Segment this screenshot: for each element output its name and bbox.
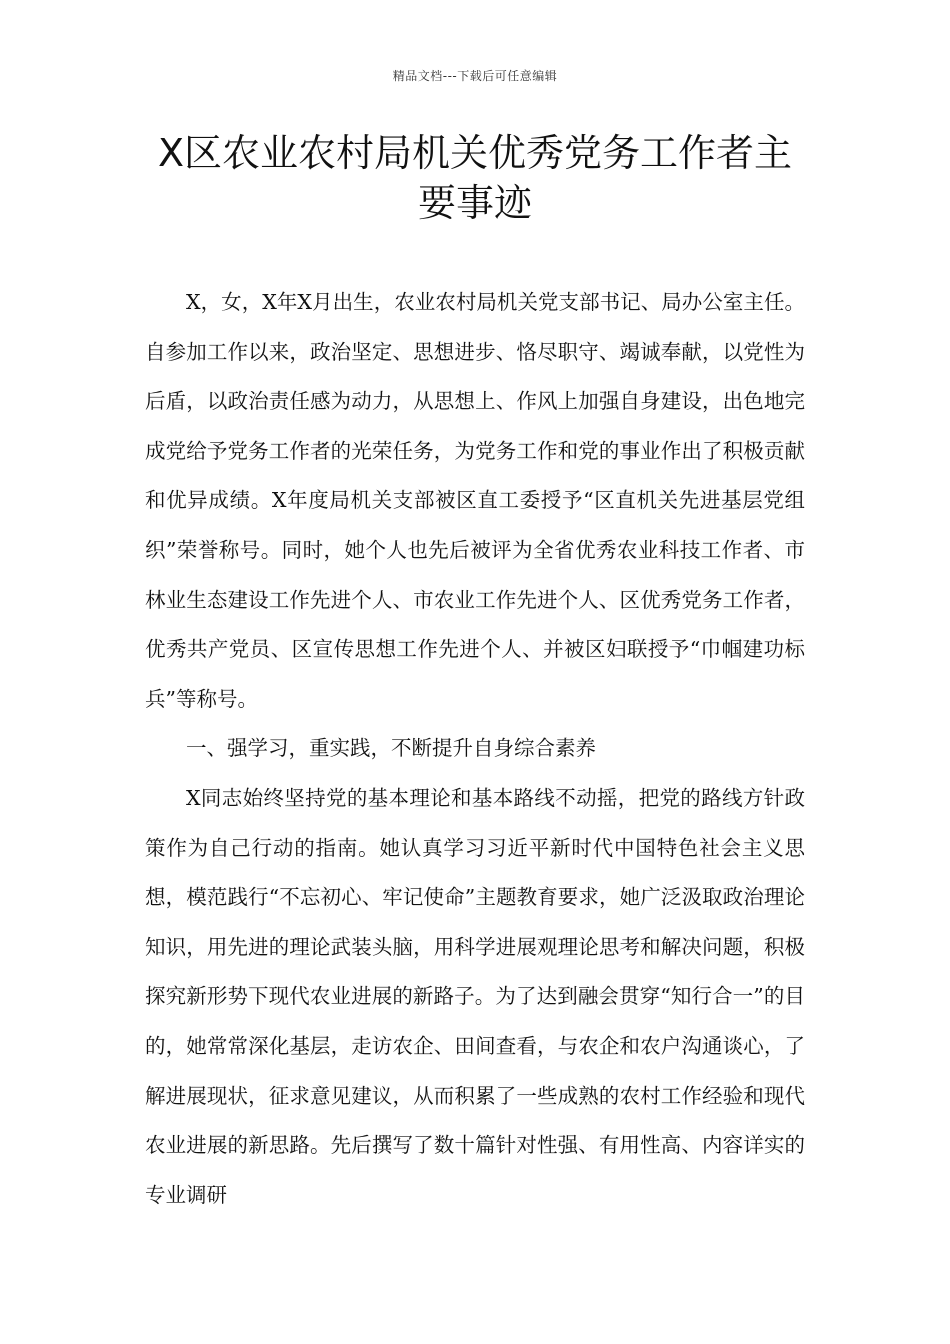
document-body: [145, 278, 805, 1220]
header-note: 精品文档---下载后可任意编辑: [392, 69, 558, 83]
section-heading: 一、强学习，重实践，不断提升自身综合素养: [186, 736, 596, 761]
paragraph-study: X同志始终坚持党的基本理论和基本路线不动摇，把党的路线方针政策作为自己行动的指南。她认真学习习近平新时代中国特色社会主义思想，模范践行“不忘初心、牢记使命”主题教育要求，她广泛汲取政治理论知识，用先进的理论武装头脑，用科学进展观理论思考和解决问题，积极探究新形势下现代农业进展的新路子。为了达到融会贯穿“知行合一”的目的，她常常深化基层，走访农企、田间查看，与农企和农户沟通谈心，了解进展现状，征求意见建议，从而积累了一些成熟的农村工作经验和现代农业进展的新思路。先后撰写了数十篇针对性强、有用性高、内容详实的专业调研: [145, 785, 805, 1207]
document-title: [100, 128, 850, 228]
title-line-1: X区农业农村局机关优秀党务工作者主: [157, 131, 793, 175]
paragraph-intro: X，女，X年X月出生，农业农村局机关党支部书记、局办公室主任。自参加工作以来，政治坚定、思想进步、恪尽职守、竭诚奉献，以党性为后盾，以政治责任感为动力，从思想上、作风上加强自身建设，出色地完成党给予党务工作者的光荣任务，为党务工作和党的事业作出了积极贡献和优异成绩。X年度局机关支部被区直工委授予“区直机关先进基层党组织”荣誉称号。同时，她个人也先后被评为全省优秀农业科技工作者、市林业生态建设工作先进个人、市农业工作先进个人、区优秀党务工作者，优秀共产党员、区宣传思想工作先进个人、并被区妇联授予“巾帼建功标兵”等称号。: [145, 290, 805, 711]
title-line-2: 要事迹: [417, 181, 532, 225]
